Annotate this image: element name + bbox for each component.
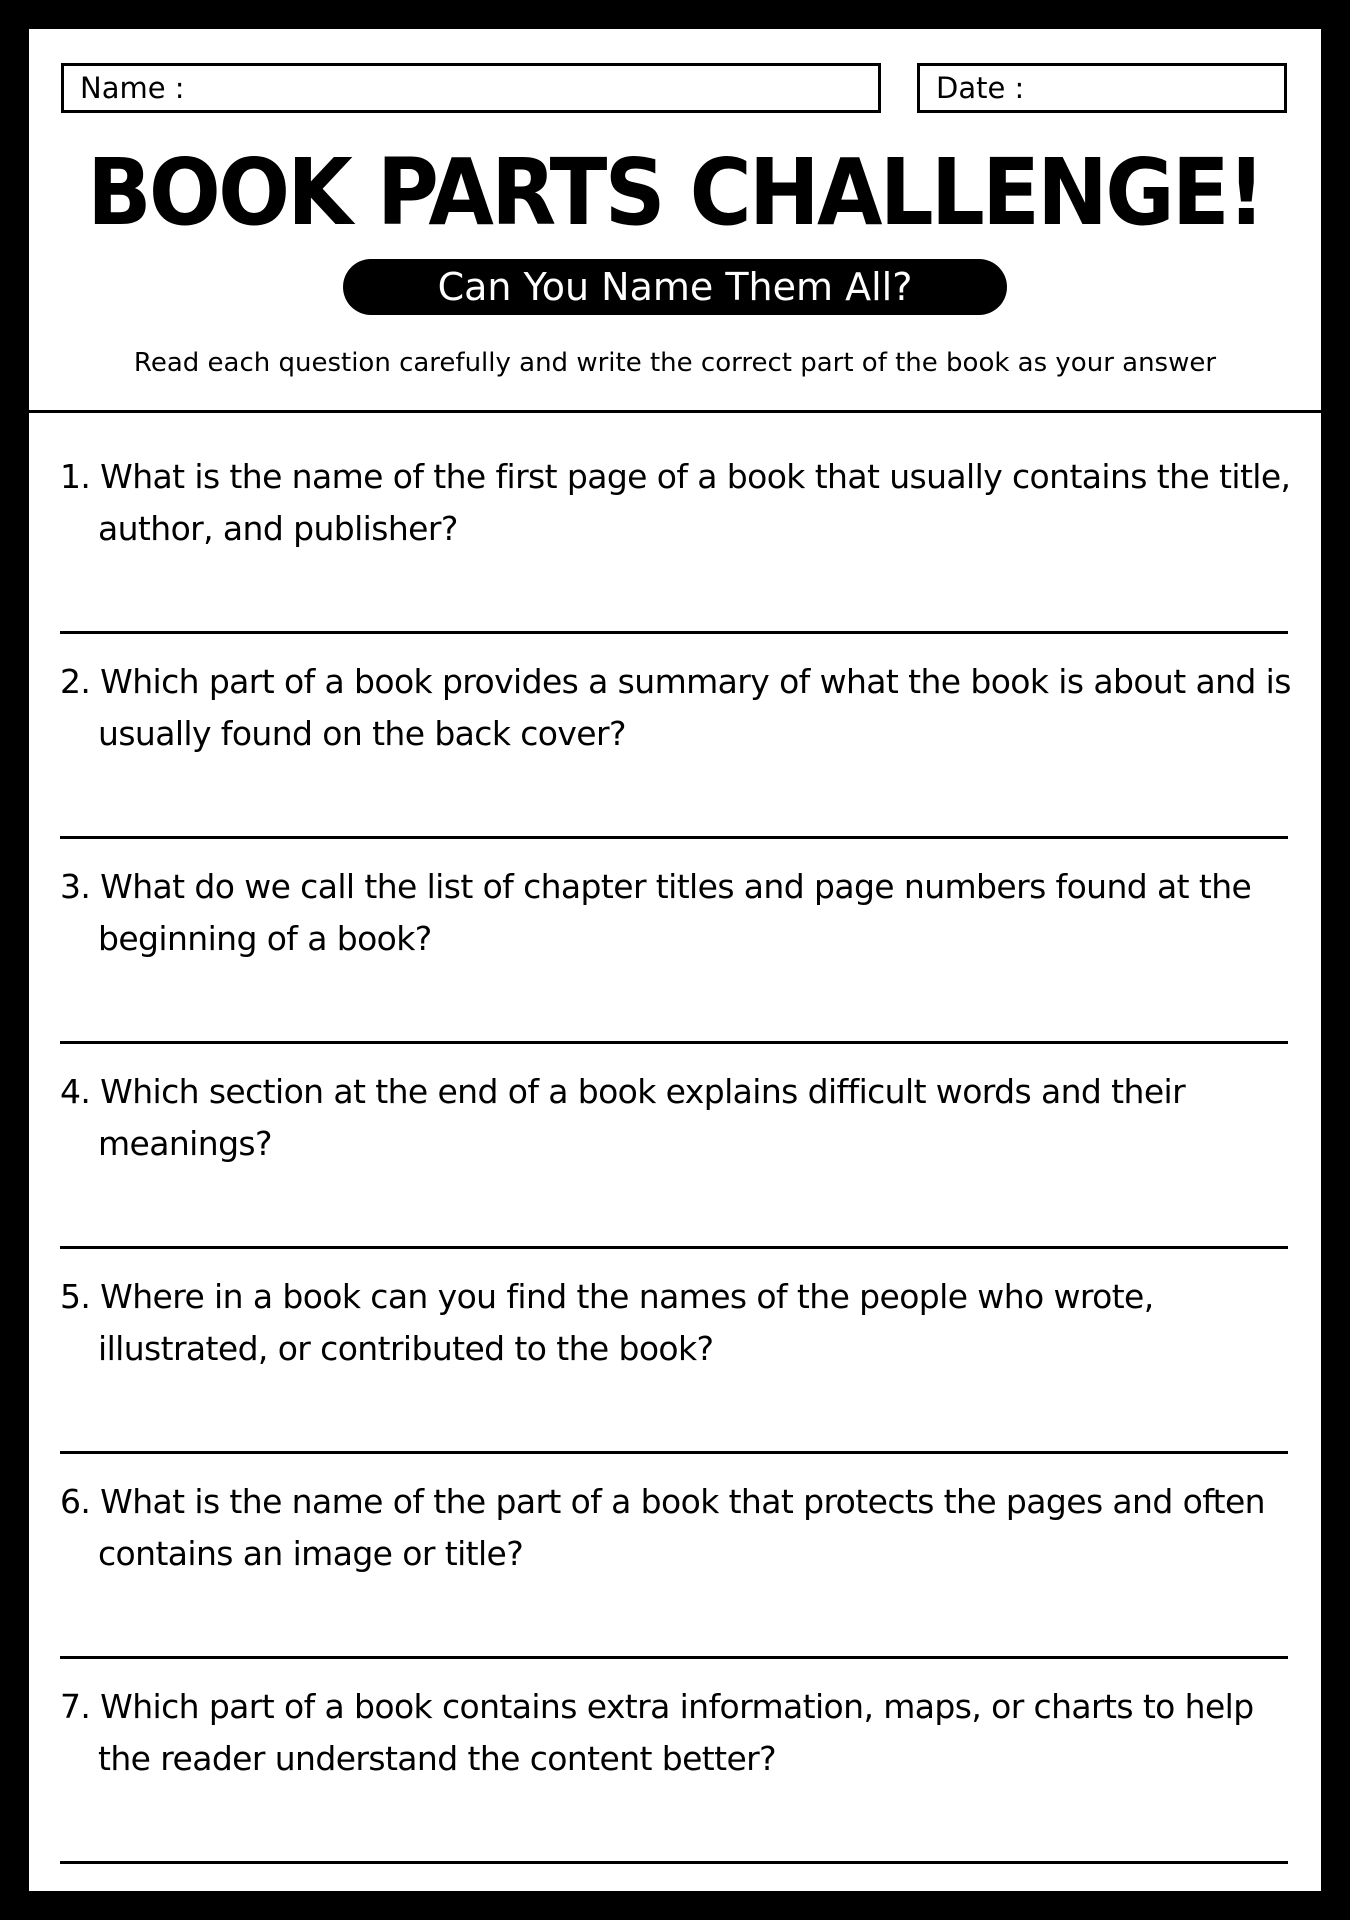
question-text: 4. Which section at the end of a book explains difficult words and their meanings? — [60, 1072, 1186, 1163]
question-7 — [60, 1681, 1300, 1886]
subtitle-text: Can You Name Them All? — [437, 265, 913, 309]
question-text: 2. Which part of a book provides a summary of what the book is about and is usually found on the back cover? — [60, 662, 1291, 753]
date-label: Date : — [936, 71, 1025, 105]
question-text: 3. What do we call the list of chapter titles and page numbers found at the beginning of a book? — [60, 867, 1252, 958]
date-field[interactable] — [917, 63, 1287, 113]
question-5 — [60, 1271, 1300, 1476]
question-4 — [60, 1066, 1300, 1271]
answer-line[interactable] — [60, 1656, 1288, 1659]
subtitle-badge — [343, 259, 1007, 315]
answer-line[interactable] — [60, 1246, 1288, 1249]
answer-line[interactable] — [60, 1861, 1288, 1864]
answer-line[interactable] — [60, 1451, 1288, 1454]
answer-line[interactable] — [60, 1041, 1288, 1044]
question-3 — [60, 861, 1300, 1066]
question-text: 5. Where in a book can you find the names of the people who wrote, illustrated, or contributed to the book? — [60, 1277, 1154, 1368]
worksheet — [29, 29, 1321, 1891]
name-label: Name : — [80, 71, 185, 105]
question-1 — [60, 451, 1300, 656]
question-2 — [60, 656, 1300, 861]
instructions-text: Read each question carefully and write the correct part of the book as your answer — [133, 348, 1217, 378]
question-text: 7. Which part of a book contains extra information, maps, or charts to help the reader understand the content better? — [60, 1687, 1254, 1778]
answer-line[interactable] — [60, 836, 1288, 839]
answer-line[interactable] — [60, 631, 1288, 634]
question-text: 6. What is the name of the part of a book that protects the pages and often contains an image or title? — [60, 1482, 1265, 1573]
question-6 — [60, 1476, 1300, 1681]
worksheet-title: BOOK PARTS CHALLENGE! — [87, 139, 1263, 246]
question-text: 1. What is the name of the first page of a book that usually contains the title, author, and publisher? — [60, 457, 1291, 548]
header-divider — [29, 410, 1321, 413]
name-field[interactable] — [61, 63, 881, 113]
